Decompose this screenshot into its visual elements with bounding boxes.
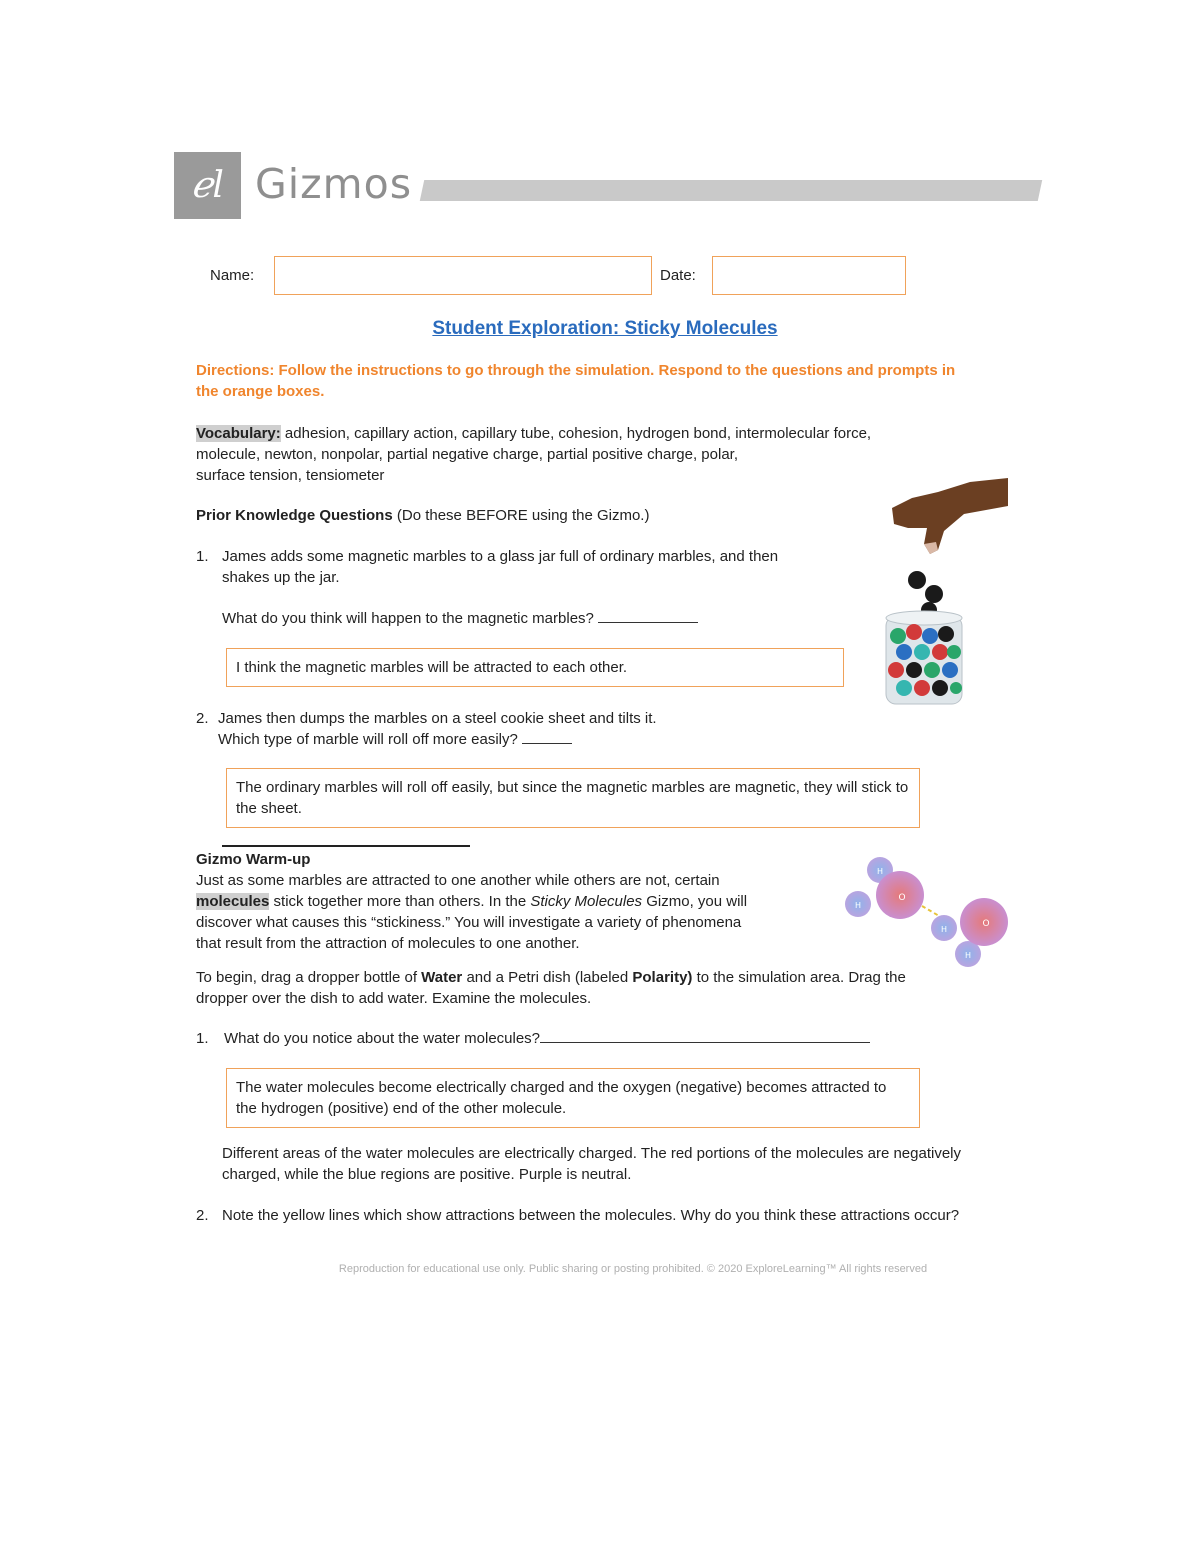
water-molecule	[845, 857, 924, 919]
wu-q1-blank	[540, 1028, 870, 1043]
svg-text:H: H	[854, 901, 862, 910]
directions: Directions: Follow the instructions to go through the simulation. Respond to the questions and prompts in the orange boxes.	[196, 362, 956, 400]
prior-knowledge-note: (Do these BEFORE using the Gizmo.)	[392, 507, 650, 524]
wu-q1-answer-box[interactable]: The water molecules become electrically charged and the oxygen (negative) becomes attracted to the hydrogen (positive) end of the other molecule.	[226, 1068, 920, 1128]
falling-marble	[908, 571, 926, 589]
page-title: Student Exploration: Sticky Molecules	[432, 318, 778, 339]
gizmo-name: Sticky Molecules	[530, 893, 643, 910]
section-divider	[222, 845, 470, 847]
warmup-heading: Gizmo Warm-up	[196, 851, 311, 868]
svg-text:H: H	[876, 867, 884, 876]
vocabulary-line-1: adhesion, capillary action, capillary tube, cohesion, hydrogen bond, intermolecular force,	[280, 425, 872, 442]
pk-q1-line-2: shakes up the jar.	[222, 569, 340, 586]
warmup-intro-line-2b: Gizmo, you will	[642, 893, 748, 910]
copyright-footer: Reproduction for educational use only. Public sharing or posting prohibited. © 2020 ExploreLearning™ All rights reserved	[338, 1263, 928, 1275]
explorelearning-logo: ℯl	[174, 152, 241, 219]
pk-q2-blank	[522, 729, 572, 744]
marble-jar-illustration	[880, 476, 1010, 706]
begin-water: Water	[421, 969, 463, 986]
pk-q1-text	[222, 546, 862, 588]
water-molecule	[931, 898, 1008, 967]
pk-q1-number: 1.	[196, 548, 209, 565]
pk-q2-number: 2.	[196, 710, 209, 727]
water-molecules-illustration	[840, 850, 1010, 970]
wu-q1-prompt-row	[224, 1028, 870, 1049]
warmup-intro	[196, 870, 836, 954]
date-field[interactable]	[712, 256, 906, 295]
svg-text:H: H	[964, 951, 972, 960]
pk-q2-line-1: James then dumps the marbles on a steel cookie sheet and tilts it.	[218, 710, 657, 727]
pk-q2-text	[218, 708, 838, 750]
begin-text-c: to the simulation area. Drag the	[692, 969, 906, 986]
svg-text:H: H	[940, 925, 948, 934]
vocabulary-label: Vocabulary:	[196, 425, 281, 442]
begin-text-d: dropper over the dish to add water. Examine the molecules.	[196, 990, 592, 1007]
pk-q1-blank	[598, 608, 698, 623]
glass-jar	[886, 611, 962, 704]
pk-q1-line-1: James adds some magnetic marbles to a glass jar full of ordinary marbles, and then	[222, 548, 779, 565]
pk-q1-answer-box[interactable]: I think the magnetic marbles will be attracted to each other.	[226, 648, 844, 687]
warmup-intro-line-2a: stick together more than others. In the	[269, 893, 531, 910]
header-bar	[420, 180, 1042, 201]
pk-q1-prompt: What do you think will happen to the magnetic marbles?	[222, 610, 594, 627]
begin-polarity: Polarity)	[632, 969, 693, 986]
molecule-charge-explanation: Different areas of the water molecules are electrically charged. The red portions of the molecules are negatively charged, while the blue regions are positive. Purple is neutral.	[222, 1145, 961, 1183]
warmup-intro-line-4: that result from the attraction of molecules to one another.	[196, 935, 580, 952]
wu-q2-prompt: Note the yellow lines which show attractions between the molecules. Why do you think these attractions occur?	[222, 1207, 960, 1224]
molecules-keyword: molecules	[196, 893, 270, 910]
hand-image	[892, 478, 1008, 554]
brand-name: Gizmos	[255, 160, 413, 208]
name-field[interactable]	[274, 256, 652, 295]
begin-text-b: and a Petri dish (labeled	[462, 969, 633, 986]
svg-text:O: O	[898, 893, 906, 903]
vocabulary-line-3: surface tension, tensiometer	[196, 467, 385, 484]
pk-q1-prompt-row	[222, 608, 698, 629]
prior-knowledge-title: Prior Knowledge Questions	[196, 507, 393, 524]
wu-q2-number: 2.	[196, 1207, 209, 1224]
svg-text:O: O	[982, 919, 990, 929]
wu-q1-prompt: What do you notice about the water molecules?	[224, 1030, 541, 1047]
vocabulary-line-2: molecule, newton, nonpolar, partial negative charge, partial positive charge, polar,	[196, 446, 738, 463]
prior-knowledge-heading	[196, 505, 649, 526]
wu-q1-number: 1.	[196, 1030, 209, 1047]
vocabulary	[196, 423, 976, 486]
begin-text-a: To begin, drag a dropper bottle of	[196, 969, 422, 986]
warmup-intro-line-1: Just as some marbles are attracted to one another while others are not, certain	[196, 872, 720, 889]
falling-marble	[925, 585, 943, 603]
pk-q2-answer-box[interactable]: The ordinary marbles will roll off easily, but since the magnetic marbles are magnetic, they will stick to the sheet.	[226, 768, 920, 828]
warmup-begin	[196, 967, 996, 1009]
date-label: Date:	[660, 267, 696, 284]
pk-q2-line-2: Which type of marble will roll off more easily?	[218, 731, 518, 748]
warmup-intro-line-3: discover what causes this “stickiness.” You will investigate a variety of phenomena	[196, 914, 742, 931]
name-label: Name:	[210, 267, 255, 284]
